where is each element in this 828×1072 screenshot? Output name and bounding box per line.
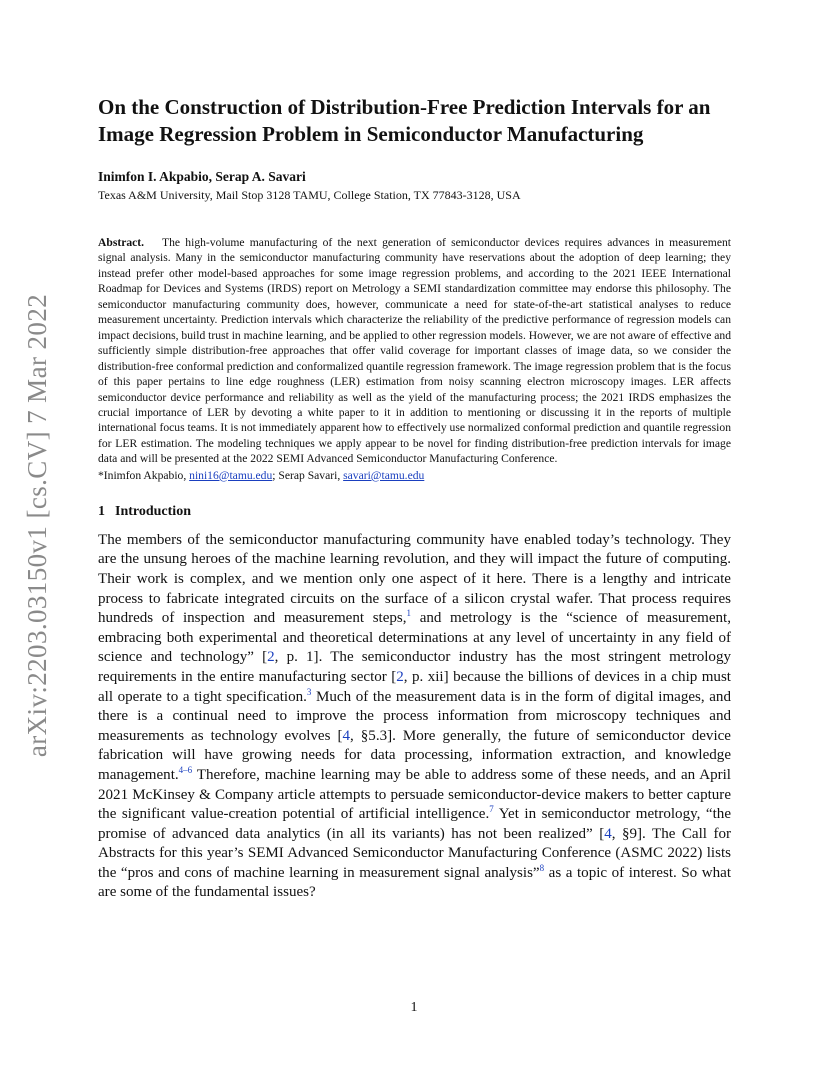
author-list: Inimfon I. Akpabio, Serap A. Savari: [98, 169, 306, 184]
citation-link-4[interactable]: 4: [604, 825, 612, 842]
corresponding-author-2: ; Serap Savari,: [272, 468, 344, 482]
footnote-link-8[interactable]: 8: [539, 862, 545, 873]
corresponding-author-1: *Inimfon Akpabio,: [98, 468, 190, 482]
arxiv-identifier: arXiv:2203.03150v1 [cs.CV] 7 Mar 2022: [22, 293, 53, 757]
text-run: , §9]. The Call for Abstracts for this year’s SEMI Advanced Semiconductor Manufacturing Conference (ASMC 2022) lists the “pros and cons of machine learning in measurement signal analysis”: [98, 825, 731, 881]
text-run: Yet in semiconductor metrology, “the promise of advanced data analytics (in all its variants) has not been realized” [: [98, 806, 731, 842]
text-run: The members of the semiconductor manufacturing community have enabled today’s technology. They are the unsung heroes of the machine learning revolution, and they will impact the future of computing. Their work is complex, and we mention only one aspect of it here. There is a lengthy and intricate process to fabricate integrated circuits on the surface of a silicon crystal wafer. That process requires hundreds of inspection and measurement steps,: [98, 531, 731, 627]
paper-title: [98, 94, 731, 148]
text-run: Therefore, machine learning may be able to address some of these needs, and an April 2021 McKinsey & Company article attempts to persuade semiconductor-device makers to better capture the significant value-creation potential of artificial intelligence.: [98, 766, 731, 823]
correspondence-line: [98, 468, 731, 483]
citation-link-4[interactable]: 4: [342, 727, 351, 744]
section-number: 1: [98, 503, 105, 519]
citation-link-2[interactable]: 2: [396, 668, 404, 685]
citation-link-2[interactable]: 2: [267, 649, 275, 666]
abstract-text: The high-volume manufacturing of the next generation of semiconductor devices requires advances in measurement signal analysis. Many in the semiconductor manufacturing community have reservations about the adoption of deep learning; they instead prefer other model-based approaches for some image regression problems, and according to the 2021 IEEE International Roadmap for Devices and Systems (IRDS) report on Metrology a SEMI standardization committee may endorse this philosophy. The semiconductor manufacturing community does, however, communicate a need for state-of-the-art statistical analyses to reduce measurement uncertainty. Prediction intervals which characterize the reliability of the predictive performance of regression models can impact decisions, build trust in machine learning, and be applied to other regression models. However, we are not aware of effective and sufficiently simple distribution-free approaches that offer valid coverage for important classes of image data, so we consider the distribution-free conformal prediction and conformalized quantile regression framework. The image regression problem that is the focus of this paper pertains to line edge roughness (LER) estimation from noisy scanning electron microscopy images. LER affects semiconductor device performance and reliability as well as the yield of the manufacturing process; the 2021 IRDS emphasizes the crucial importance of LER by devoting a white paper to it in addition to mentioning or discussing it in the reports of multiple international focus teams. It is not immediately apparent how to effectively use normalized conformal prediction and quantile regression for LER estimation. The modeling techniques we apply appear to be novel for finding distribution-free prediction intervals for image data and will be presented at the 2022 SEMI Advanced Semiconductor Manufacturing Conference.: [98, 236, 731, 466]
page-number: 1: [410, 1000, 418, 1015]
paper-page-content: [98, 94, 731, 903]
footnote-link-3[interactable]: 3: [306, 686, 312, 697]
text-run: as a topic of interest. So what are some of the fundamental issues?: [98, 864, 732, 901]
footnote-link-4-6[interactable]: 4–6: [178, 764, 193, 775]
text-run: , §5.3]. More generally, the future of semiconductor device fabrication will have growing needs for data processing, information extraction, and knowledge management.: [98, 727, 731, 783]
email-link-akpabio[interactable]: nini16@tamu.edu: [189, 468, 273, 482]
email-link-savari[interactable]: savari@tamu.edu: [343, 468, 425, 482]
abstract: [98, 235, 731, 467]
title-line-2: Image Regression Problem in Semiconductor Manufacturing: [98, 122, 644, 146]
section-heading-introduction: [98, 503, 731, 521]
affiliation: Texas A&M University, Mail Stop 3128 TAMU, College Station, TX 77843-3128, USA: [98, 188, 521, 202]
introduction-paragraph: [98, 531, 731, 903]
title-line-1: On the Construction of Distribution-Free Prediction Intervals for an: [98, 95, 711, 119]
section-title-text: Introduction: [115, 503, 191, 519]
text-run: and metrology is the “science of measurement, embracing both experimental and theoretical determinations at any level of uncertainty in any field of science and technology” [: [98, 610, 731, 666]
arxiv-identifier-sidebar: [18, 290, 58, 760]
text-run: Much of the measurement data is in the form of digital images, and there is a continual need to improve the process information from microscopy techniques and measurements as technology evolves [: [98, 688, 731, 744]
abstract-label: Abstract.: [98, 236, 145, 249]
footnote-link-7[interactable]: 7: [489, 804, 494, 815]
text-run: , p. 1]. The semiconductor industry has the most stringent metrology requirements in the entire manufacturing sector [: [98, 649, 731, 685]
footnote-link-1[interactable]: 1: [406, 608, 412, 619]
text-run: , p. xii] because the billions of devices in a chip must all operate to a tight specification.: [98, 668, 731, 705]
